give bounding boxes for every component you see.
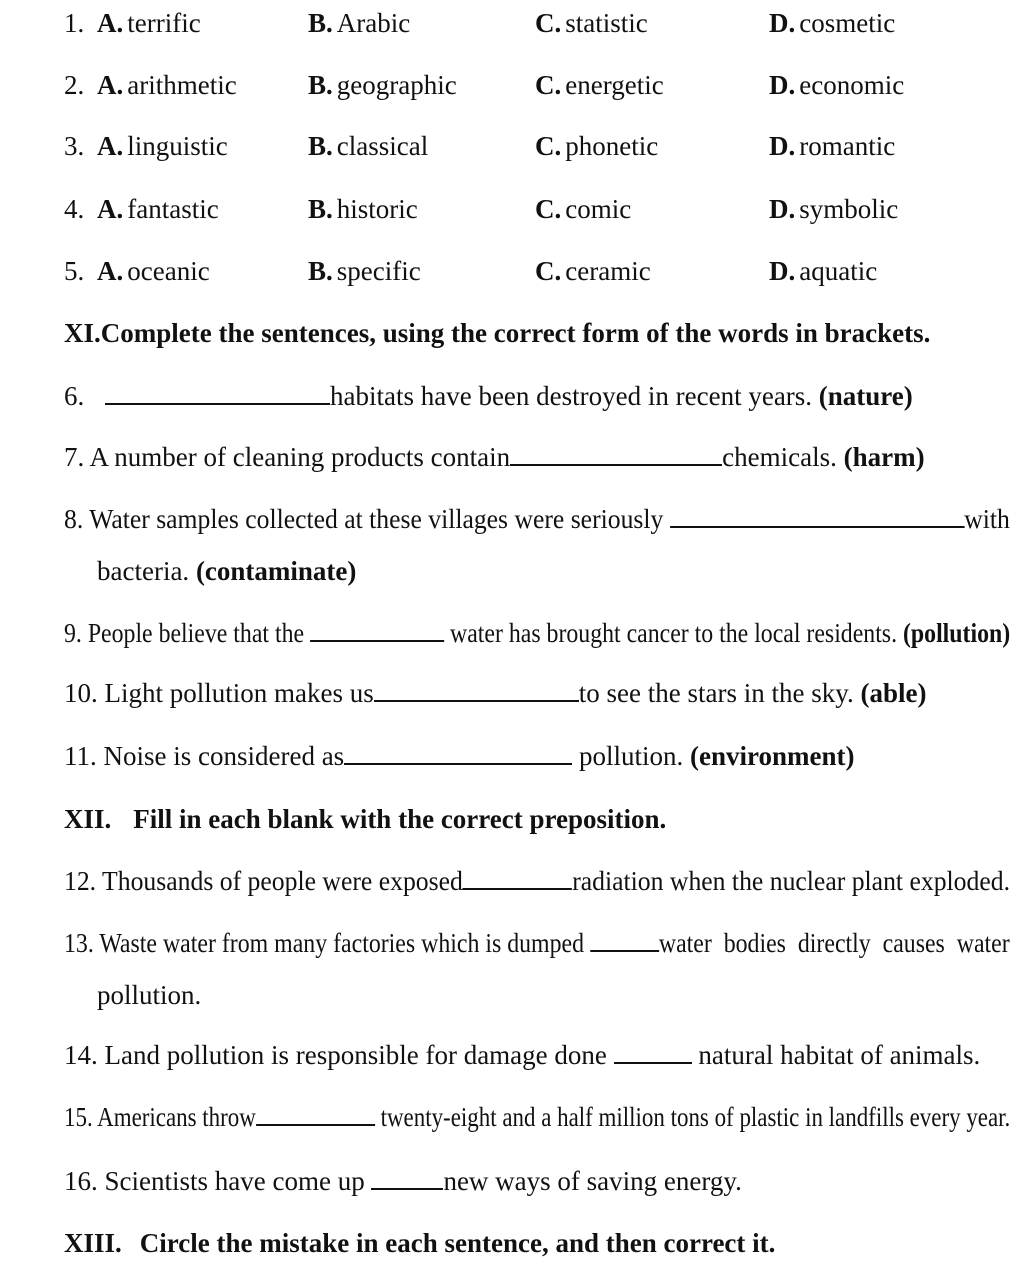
option-b: B. classical: [308, 131, 429, 161]
question-number: 3.: [64, 131, 85, 161]
question-14: 14. Land pollution is responsible for damage done natural habitat of animals.: [64, 1040, 981, 1070]
option-c: C. ceramic: [535, 256, 651, 286]
answer-blank[interactable]: [371, 1168, 443, 1190]
option-a: A. fantastic: [97, 194, 219, 224]
section-xii-heading: XII. Fill in each blank with the correct preposition.: [64, 804, 667, 834]
question-12: 12. Thousands of people were exposed radiation when the nuclear plant exploded.: [64, 866, 1011, 896]
question-6: 6. habitats have been destroyed in recent years. (nature): [64, 381, 913, 411]
option-d: D. economic: [769, 70, 905, 100]
answer-blank[interactable]: [256, 1104, 375, 1126]
question-10: 10. Light pollution makes us to see the stars in the sky. (able): [64, 678, 927, 708]
option-b: B. geographic: [308, 70, 457, 100]
option-d: D. romantic: [769, 131, 896, 161]
question-13: 13. Waste water from many factories which is dumped water bodies directly causes water: [64, 928, 1010, 958]
question-8-continued: bacteria. (contaminate): [97, 556, 357, 586]
answer-blank[interactable]: [105, 383, 330, 405]
section-xiii-heading: XIII. Circle the mistake in each sentence, and then correct it.: [64, 1228, 776, 1258]
answer-blank[interactable]: [344, 743, 572, 765]
answer-blank[interactable]: [310, 620, 444, 642]
option-d: D. symbolic: [769, 194, 899, 224]
option-a: A. arithmetic: [97, 70, 237, 100]
question-13-continued: pollution.: [97, 980, 202, 1010]
question-7: 7. A number of cleaning products contain chemicals. (harm): [64, 442, 925, 472]
option-d: D. aquatic: [769, 256, 878, 286]
question-number: 4.: [64, 194, 85, 224]
question-number: 1.: [64, 8, 85, 38]
answer-blank[interactable]: [374, 680, 579, 702]
question-11: 11. Noise is considered as pollution. (environment): [64, 741, 855, 771]
option-c: C. comic: [535, 194, 632, 224]
answer-blank[interactable]: [463, 868, 572, 890]
option-c: C. statistic: [535, 8, 648, 38]
option-b: B. Arabic: [308, 8, 411, 38]
question-9: 9. People believe that the water has brought cancer to the local residents. (pollution): [64, 618, 1011, 648]
question-8: 8. Water samples collected at these villages were seriously with: [64, 504, 1010, 534]
answer-blank[interactable]: [590, 930, 659, 952]
question-number: 5.: [64, 256, 85, 286]
option-b: B. specific: [308, 256, 421, 286]
option-c: C. energetic: [535, 70, 664, 100]
answer-blank[interactable]: [510, 444, 722, 466]
question-16: 16. Scientists have come up new ways of saving energy.: [64, 1166, 742, 1196]
option-b: B. historic: [308, 194, 418, 224]
option-a: A. terrific: [97, 8, 201, 38]
question-number: 2.: [64, 70, 85, 100]
answer-blank[interactable]: [614, 1042, 692, 1064]
option-a: A. oceanic: [97, 256, 210, 286]
answer-blank[interactable]: [670, 506, 965, 528]
option-d: D. cosmetic: [769, 8, 896, 38]
question-15: 15. Americans throw twenty-eight and a half million tons of plastic in landfills every year.: [64, 1102, 1011, 1132]
option-c: C. phonetic: [535, 131, 659, 161]
option-a: A. linguistic: [97, 131, 228, 161]
section-xi-heading: XI.Complete the sentences, using the correct form of the words in brackets.: [64, 318, 931, 348]
